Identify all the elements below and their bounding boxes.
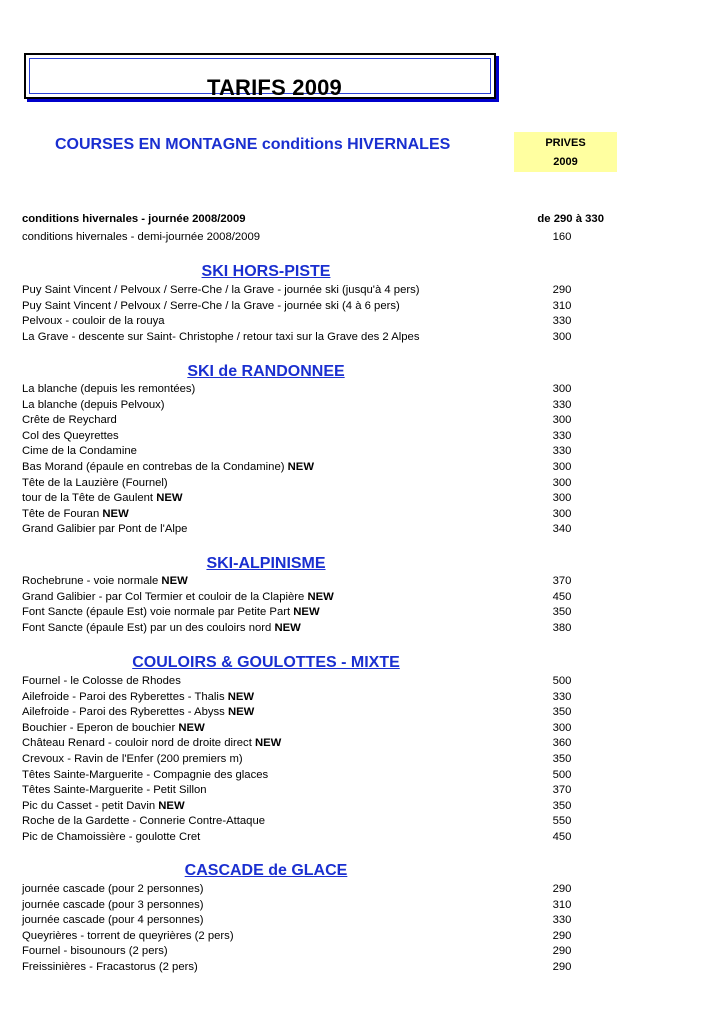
row-label: journée cascade (pour 4 personnes) xyxy=(22,914,204,927)
price-row xyxy=(22,476,582,492)
row-label: Fournel - bisounours (2 pers) xyxy=(22,945,168,958)
row-price: 300 xyxy=(552,414,572,427)
row-label-wrap xyxy=(22,898,204,914)
row-label-wrap xyxy=(22,882,204,898)
row-label-wrap xyxy=(22,783,207,799)
row-label: Têtes Sainte-Marguerite - Petit Sillon xyxy=(22,784,207,797)
row-price: 300 xyxy=(552,492,572,505)
price-row xyxy=(22,314,582,330)
row-label: La blanche (depuis les remontées) xyxy=(22,383,196,395)
row-label: journée cascade (pour 3 personnes) xyxy=(22,898,204,911)
row-label-wrap xyxy=(22,705,254,721)
row-label: Pic du Casset - petit Davin xyxy=(22,799,159,812)
row-price: 290 xyxy=(552,929,572,942)
row-label-wrap xyxy=(22,476,168,492)
row-label-wrap xyxy=(22,444,137,460)
row-label: Puy Saint Vincent / Pelvoux / Serre-Che / la Grave - journée ski (4 à 6 pers) xyxy=(22,299,400,312)
price-row xyxy=(22,283,582,299)
row-price: 300 xyxy=(552,383,572,395)
price-row xyxy=(22,830,582,846)
row-label-wrap xyxy=(22,752,243,768)
row-label-wrap xyxy=(22,413,117,429)
new-badge: NEW xyxy=(102,507,129,520)
row-price: 330 xyxy=(552,315,572,328)
price-row xyxy=(22,882,582,898)
row-price: 330 xyxy=(552,429,572,442)
row-label: Pelvoux - couloir de la rouya xyxy=(22,315,165,328)
row-price: 310 xyxy=(552,299,572,312)
price-row xyxy=(22,605,582,621)
row-price: 160 xyxy=(552,231,572,243)
row-label: Font Sancte (épaule Est) voie normale par Petite Part xyxy=(22,606,294,619)
row-price: 290 xyxy=(552,883,572,895)
row-label: Tête de Fouran xyxy=(22,507,103,520)
new-badge: NEW xyxy=(178,721,205,734)
price-row xyxy=(22,929,582,945)
price-row xyxy=(22,382,582,398)
row-price: 500 xyxy=(552,768,572,781)
row-label: Roche de la Gardette - Connerie Contre-Attaque xyxy=(22,815,266,828)
row-price: 350 xyxy=(552,606,572,619)
row-price: 350 xyxy=(552,706,572,719)
row-label: Ailefroide - Paroi des Ryberettes - Abyss xyxy=(22,706,228,719)
row-price: 380 xyxy=(552,621,572,634)
row-label: Fournel - le Colosse de Rhodes xyxy=(22,675,181,687)
price-row xyxy=(22,398,582,414)
row-price: 350 xyxy=(552,799,572,812)
price-row xyxy=(22,814,582,830)
price-row xyxy=(22,429,582,445)
row-label: Col des Queyrettes xyxy=(22,429,119,442)
price-row xyxy=(22,299,582,315)
price-row xyxy=(22,721,582,737)
row-label-wrap xyxy=(22,398,165,414)
main-heading: COURSES EN MONTAGNE conditions HIVERNALES xyxy=(55,136,451,153)
row-label-wrap xyxy=(22,330,419,346)
row-label: Bouchier - Eperon de bouchier xyxy=(22,721,179,734)
row-label: Château Renard - couloir nord de droite direct xyxy=(22,737,255,750)
row-label-wrap xyxy=(22,382,195,398)
section-heading: CASCADE de GLACE xyxy=(184,862,348,879)
row-price: 550 xyxy=(552,815,572,828)
row-label: Font Sancte (épaule Est) par un des couloirs nord xyxy=(22,621,275,634)
section-heading: SKI de RANDONNEE xyxy=(187,363,345,380)
row-label: Queyrières - torrent de queyrières (2 pers) xyxy=(22,929,234,942)
new-badge: NEW xyxy=(156,492,183,505)
row-price: 300 xyxy=(552,461,572,473)
row-label-wrap xyxy=(22,314,165,330)
new-badge: NEW xyxy=(287,461,314,473)
row-label-wrap xyxy=(22,674,181,690)
new-badge: NEW xyxy=(161,575,188,587)
row-label: Freissinières - Fracastorus (2 pers) xyxy=(22,961,198,973)
row-label: Ailefroide - Paroi des Ryberettes - Thalis xyxy=(22,690,228,703)
price-row xyxy=(22,491,582,507)
row-label-wrap xyxy=(22,690,254,706)
row-label-wrap xyxy=(22,768,268,784)
row-label: Cime de la Condamine xyxy=(22,445,137,458)
new-badge: NEW xyxy=(307,590,334,603)
row-price: 290 xyxy=(552,284,572,296)
row-price: 500 xyxy=(552,675,572,687)
row-price: 300 xyxy=(552,721,572,734)
row-label-wrap xyxy=(22,590,334,606)
row-price: 370 xyxy=(552,575,572,587)
row-label-wrap xyxy=(22,605,320,621)
title-box xyxy=(24,53,496,99)
price-row xyxy=(22,960,582,976)
row-label-wrap xyxy=(22,799,185,815)
new-badge: NEW xyxy=(227,706,255,719)
row-label: Grand Galibier par Pont de l'Alpe xyxy=(22,523,188,536)
row-label: Têtes Sainte-Marguerite - Compagnie des glaces xyxy=(22,768,269,781)
price-row xyxy=(22,898,582,914)
price-row xyxy=(22,783,582,799)
row-label: journée cascade (pour 2 personnes) xyxy=(22,883,204,895)
row-price: 310 xyxy=(552,898,572,911)
row-label: La blanche (depuis Pelvoux) xyxy=(22,398,165,411)
price-row xyxy=(22,460,582,476)
row-label: Rochebrune - voie normale xyxy=(22,575,162,587)
price-row xyxy=(22,690,582,706)
row-label: Crevoux - Ravin de l'Enfer (200 premiers m) xyxy=(22,753,243,765)
row-label: Crête de Reychard xyxy=(22,414,117,427)
price-row xyxy=(22,705,582,721)
row-label-wrap xyxy=(22,830,200,846)
row-price: de 290 à 330 xyxy=(537,213,604,225)
row-price: 330 xyxy=(552,445,572,458)
row-label-wrap xyxy=(22,460,314,476)
section-heading: SKI-ALPINISME xyxy=(206,555,326,572)
new-badge: NEW xyxy=(293,606,320,619)
row-price: 450 xyxy=(552,590,572,603)
price-row xyxy=(22,330,582,346)
row-price: 350 xyxy=(552,753,572,765)
price-row xyxy=(22,674,582,690)
price-row xyxy=(22,752,582,768)
row-label: Pic de Chamoissière - goulotte Cret xyxy=(22,831,201,843)
new-badge: NEW xyxy=(254,737,282,750)
price-row xyxy=(22,944,582,960)
row-price: 450 xyxy=(552,831,572,843)
row-price: 300 xyxy=(552,330,572,343)
price-row xyxy=(22,444,582,460)
row-label: Tête de la Lauzière (Fournel) xyxy=(22,476,168,489)
page-title: TARIFS 2009 xyxy=(206,75,342,100)
row-price: 300 xyxy=(552,476,572,489)
row-price: 370 xyxy=(552,784,572,797)
prives-label: PRIVES xyxy=(545,137,586,149)
row-label: La Grave - descente sur Saint- Christophe / retour taxi sur la Grave des 2 Alpes xyxy=(22,330,420,343)
row-price: 290 xyxy=(552,961,572,973)
price-row xyxy=(22,230,582,246)
price-row xyxy=(22,212,604,228)
row-label-wrap xyxy=(22,429,119,445)
price-row xyxy=(22,768,582,784)
row-label: conditions hivernales - demi-journée 2008/2009 xyxy=(22,231,261,243)
row-label: Grand Galibier - par Col Termier et couloir de la Clapière xyxy=(22,590,308,603)
price-row xyxy=(22,913,582,929)
row-label-wrap xyxy=(22,491,183,507)
section-heading: COULOIRS & GOULOTTES - MIXTE xyxy=(132,654,400,671)
prives-year: 2009 xyxy=(553,156,578,168)
row-label: conditions hivernales - journée 2008/2009 xyxy=(22,213,246,225)
row-label-wrap xyxy=(22,913,204,929)
row-label-wrap xyxy=(22,621,301,637)
new-badge: NEW xyxy=(227,690,255,703)
row-label-wrap xyxy=(22,507,129,523)
row-price: 330 xyxy=(552,914,572,927)
row-price: 330 xyxy=(552,690,572,703)
row-label-wrap xyxy=(22,944,168,960)
price-row xyxy=(22,799,582,815)
section-heading: SKI HORS-PISTE xyxy=(201,263,331,280)
row-label: Bas Morand (épaule en contrebas de la Condamine) xyxy=(22,461,288,473)
row-label-wrap xyxy=(22,929,234,945)
row-price: 340 xyxy=(552,523,572,536)
row-label: Puy Saint Vincent / Pelvoux / Serre-Che / la Grave - journée ski (jusqu'à 4 pers) xyxy=(22,284,420,296)
row-label-wrap xyxy=(22,960,198,976)
row-price: 360 xyxy=(552,737,572,750)
price-row xyxy=(22,507,582,523)
price-row xyxy=(22,590,582,606)
price-row xyxy=(22,574,582,590)
row-label-wrap xyxy=(22,283,420,299)
new-badge: NEW xyxy=(274,621,301,634)
row-label-wrap xyxy=(22,814,265,830)
price-row xyxy=(22,621,582,637)
new-badge: NEW xyxy=(158,799,185,812)
row-label: tour de la Tête de Gaulent xyxy=(22,492,157,505)
row-label-wrap xyxy=(22,736,281,752)
row-label-wrap xyxy=(22,721,205,737)
price-row xyxy=(22,413,582,429)
row-label-wrap xyxy=(22,574,188,590)
row-label-wrap xyxy=(22,299,400,315)
row-price: 290 xyxy=(552,945,572,958)
row-price: 300 xyxy=(552,507,572,520)
row-label-wrap xyxy=(22,522,187,538)
price-row xyxy=(22,736,582,752)
price-row xyxy=(22,522,582,538)
prives-column-header xyxy=(514,132,617,172)
row-price: 330 xyxy=(552,398,572,411)
